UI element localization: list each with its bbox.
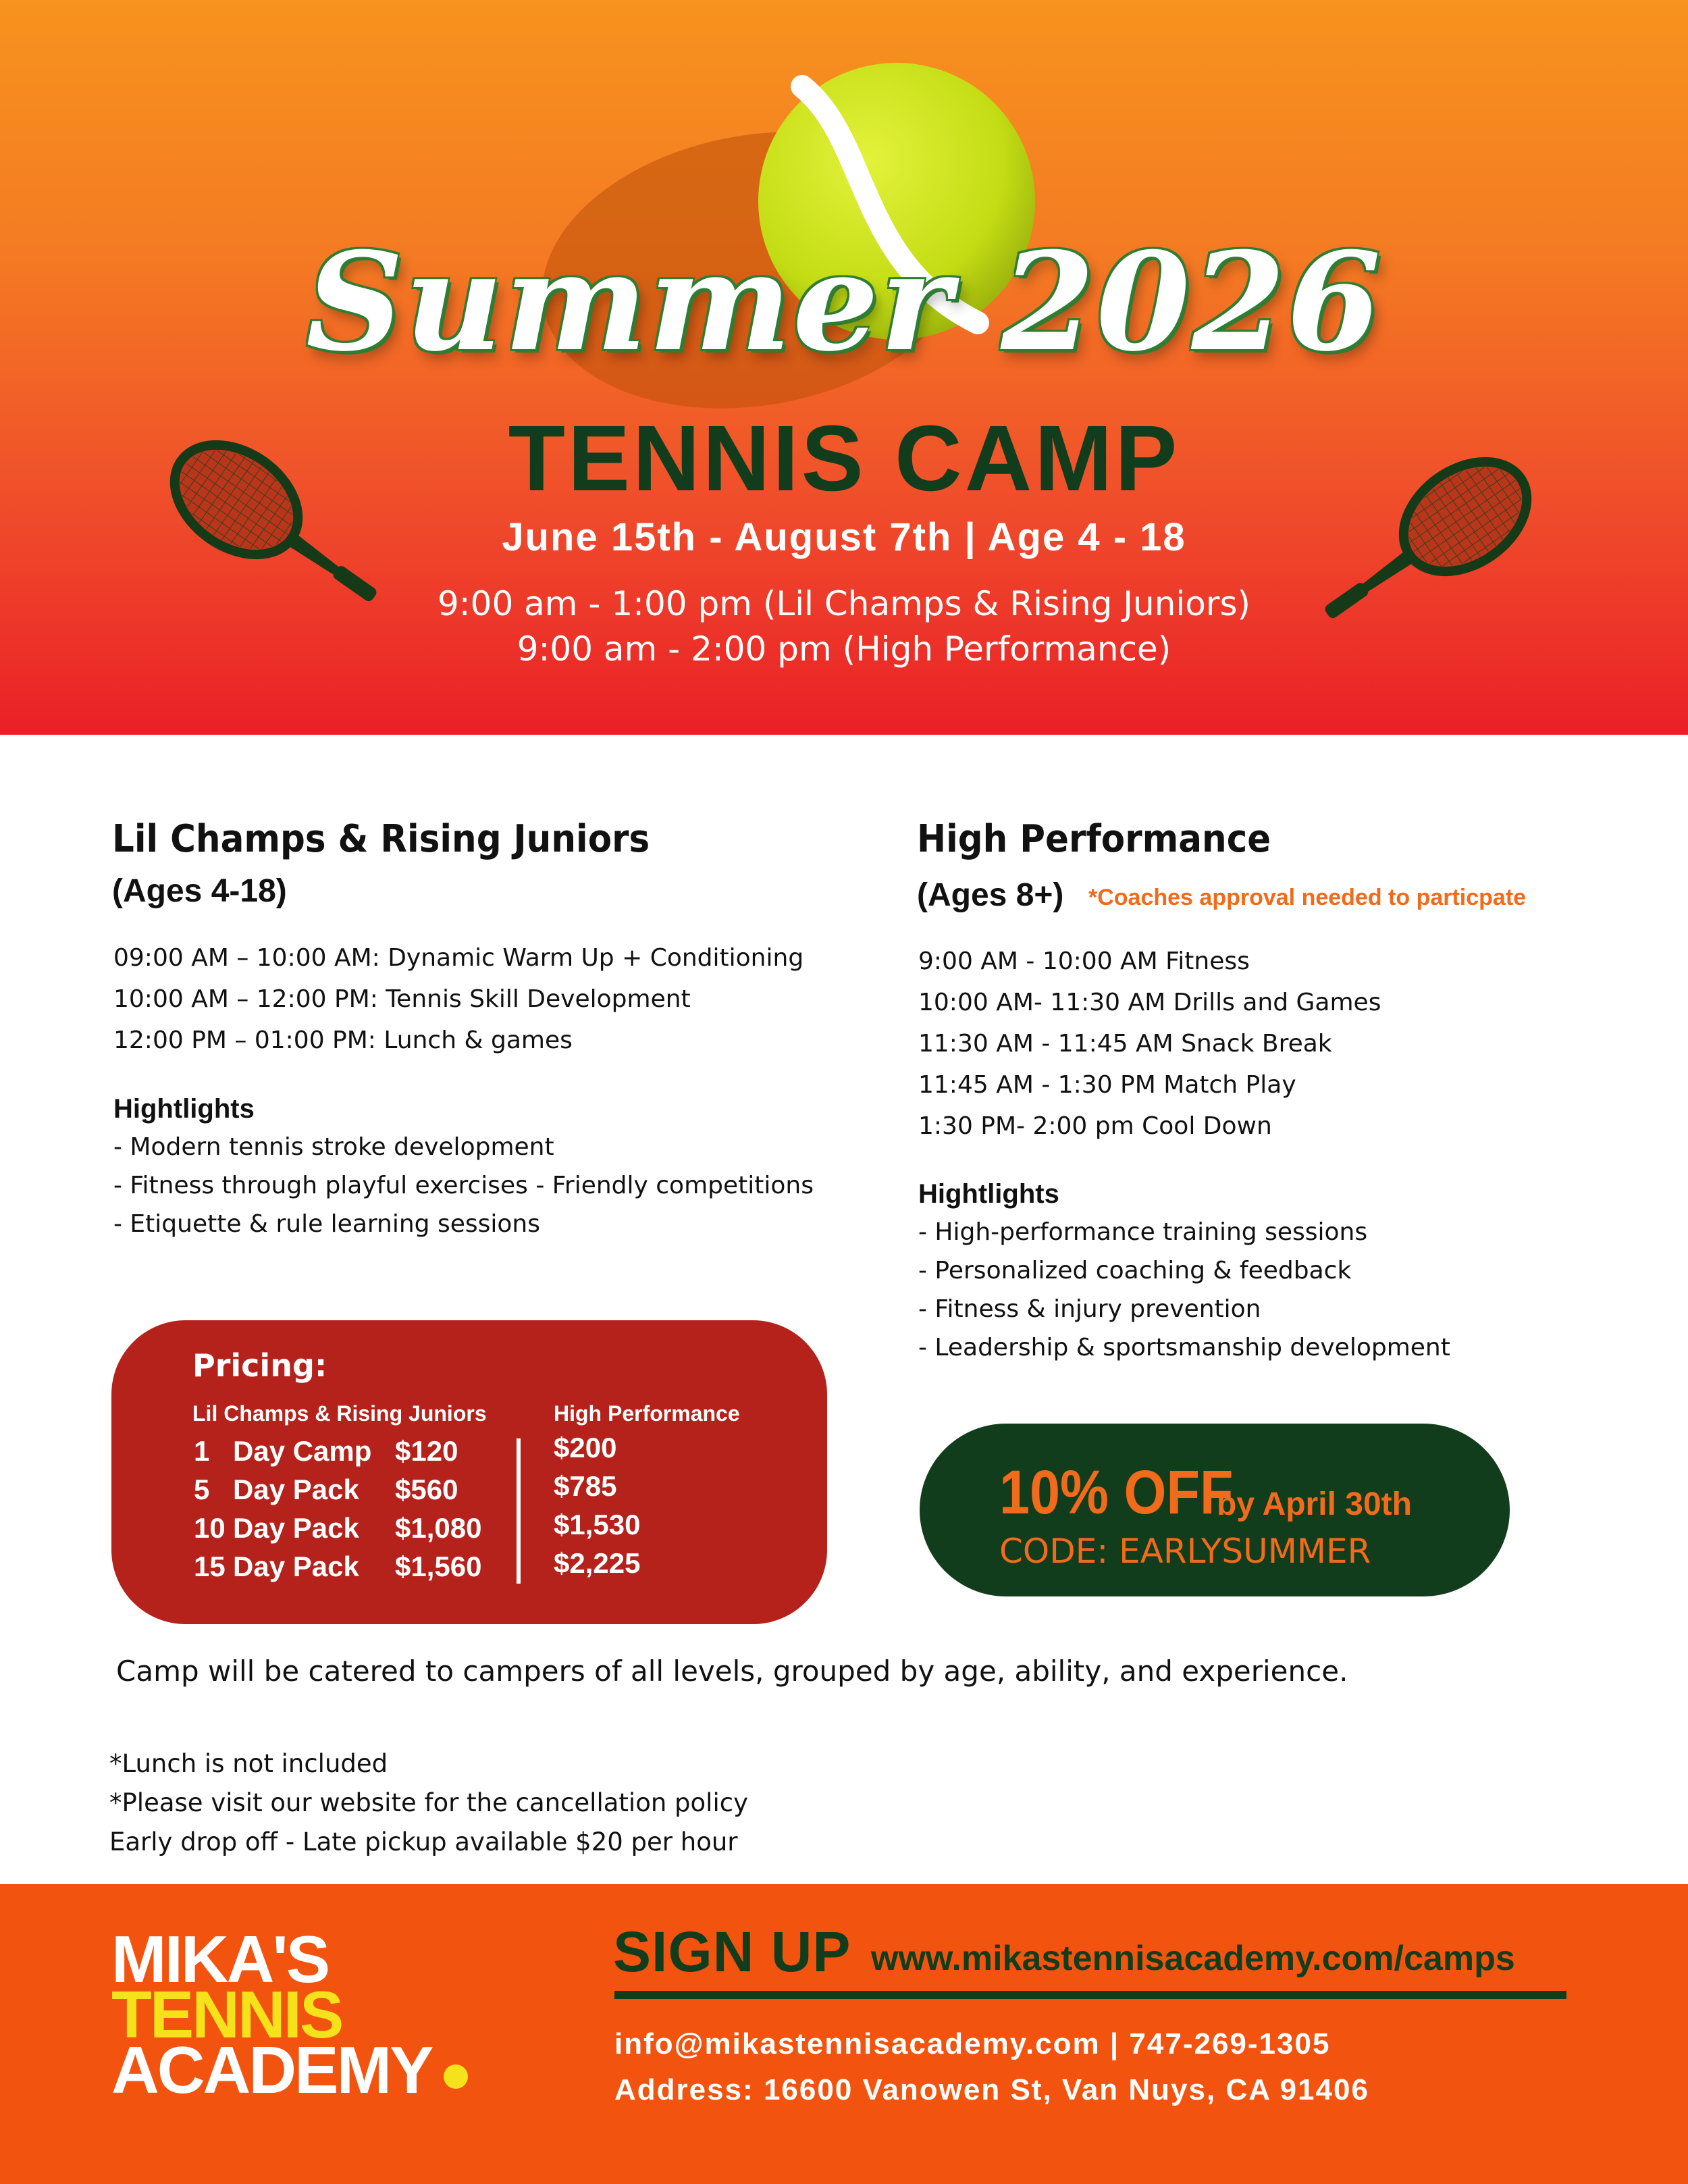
address: Address: 16600 Vanowen St, Van Nuys, CA 91406 bbox=[614, 2073, 1369, 2106]
discount-amount: 10% OFF bbox=[999, 1458, 1234, 1527]
tennis-racket-icon bbox=[1303, 449, 1539, 631]
pricing-col-lil: Lil Champs & Rising Juniors bbox=[192, 1401, 487, 1426]
highlight-item: - Personalized coaching & feedback bbox=[918, 1257, 1352, 1284]
cancellation-note: *Please visit our website for the cancellation policy bbox=[109, 1788, 748, 1817]
title-script: Summer 2026 bbox=[306, 223, 1382, 382]
schedule-item: 11:30 AM - 11:45 AM Snack Break bbox=[918, 1030, 1332, 1058]
discount-deadline: by April 30th bbox=[1217, 1486, 1412, 1522]
pricing-hp-price: $200 bbox=[554, 1432, 617, 1463]
pricing-qty: 5 bbox=[194, 1474, 210, 1505]
schedule-item: 12:00 PM – 01:00 PM: Lunch & games bbox=[113, 1026, 573, 1054]
pricing-qty: 10 bbox=[194, 1512, 226, 1544]
highlight-item: - Etiquette & rule learning sessions bbox=[113, 1210, 540, 1238]
coach-approval-note: *Coaches approval needed to particpate bbox=[1088, 885, 1527, 910]
schedule-item: 10:00 AM – 12:00 PM: Tennis Skill Development bbox=[113, 985, 691, 1013]
high-performance-ages: (Ages 8+) bbox=[917, 877, 1064, 913]
dates-line: June 15th - August 7th | Age 4 - 18 bbox=[502, 515, 1186, 559]
contact-info[interactable]: info@mikastennisacademy.com | 747-269-1305 bbox=[614, 2027, 1331, 2060]
lunch-note: *Lunch is not included bbox=[109, 1749, 388, 1778]
schedule-item: 11:45 AM - 1:30 PM Match Play bbox=[918, 1071, 1296, 1099]
pricing-qty: 15 bbox=[194, 1551, 226, 1582]
pricing-label: Day Pack bbox=[233, 1512, 359, 1544]
pricing-qty: 1 bbox=[194, 1435, 210, 1467]
catered-note: Camp will be catered to campers of all levels, grouped by age, ability, and experience. bbox=[116, 1655, 1348, 1688]
footer-divider bbox=[614, 1991, 1566, 1999]
hero-banner bbox=[0, 0, 1688, 735]
schedule-item: 09:00 AM – 10:00 AM: Dynamic Warm Up + Conditioning bbox=[113, 944, 804, 972]
highlight-item: - Leadership & sportsmanship development bbox=[918, 1334, 1450, 1361]
pricing-title: Pricing: bbox=[192, 1347, 327, 1384]
highlight-item: - Fitness through playful exercises - Friendly competitions bbox=[113, 1172, 814, 1199]
pricing-hp-price: $1,530 bbox=[554, 1509, 641, 1540]
lil-champs-title: Lil Champs & Rising Juniors bbox=[112, 817, 650, 861]
hours-line-1: 9:00 am - 1:00 pm (Lil Champs & Rising Juniors) bbox=[437, 584, 1251, 623]
pricing-lil-price: $1,560 bbox=[395, 1551, 482, 1582]
highlights-heading: Hightlights bbox=[918, 1179, 1059, 1209]
signup-url-link[interactable]: www.mikastennisacademy.com/camps bbox=[871, 1939, 1515, 1978]
pricing-lil-price: $1,080 bbox=[395, 1512, 482, 1544]
schedule-item: 1:30 PM- 2:00 pm Cool Down bbox=[918, 1112, 1272, 1140]
logo-line-3: ACADEMY bbox=[111, 2033, 432, 2107]
tennis-racket-icon bbox=[162, 432, 392, 615]
logo-line-1: MIKA'S bbox=[111, 1922, 329, 1996]
pricing-col-hp: High Performance bbox=[554, 1401, 740, 1426]
pricing-divider bbox=[517, 1438, 521, 1584]
dropoff-note: Early drop off - Late pickup available $20 per hour bbox=[109, 1827, 738, 1856]
schedule-item: 9:00 AM - 10:00 AM Fitness bbox=[918, 947, 1250, 975]
signup-heading: SIGN UP bbox=[613, 1920, 851, 1983]
lil-champs-ages: (Ages 4-18) bbox=[112, 873, 287, 909]
pricing-label: Day Camp bbox=[233, 1435, 372, 1467]
pricing-hp-price: $785 bbox=[554, 1470, 617, 1502]
pricing-label: Day Pack bbox=[233, 1551, 359, 1582]
logo-line-2: TENNIS bbox=[111, 1977, 342, 2052]
logo-ball-icon bbox=[442, 2063, 469, 2090]
pricing-panel bbox=[111, 1320, 827, 1624]
highlight-item: - Fitness & injury prevention bbox=[918, 1295, 1261, 1323]
title-main: TENNIS CAMP bbox=[508, 407, 1180, 511]
pricing-lil-price: $120 bbox=[395, 1435, 458, 1467]
pricing-hp-price: $2,225 bbox=[554, 1547, 641, 1579]
pricing-label: Day Pack bbox=[233, 1474, 359, 1505]
footer bbox=[0, 1884, 1688, 2184]
highlights-heading: Hightlights bbox=[113, 1094, 255, 1124]
discount-code: CODE: EARLYSUMMER bbox=[999, 1532, 1371, 1571]
hours-line-2: 9:00 am - 2:00 pm (High Performance) bbox=[517, 629, 1171, 669]
discount-badge bbox=[920, 1424, 1510, 1596]
schedule-item: 10:00 AM- 11:30 AM Drills and Games bbox=[918, 989, 1381, 1016]
high-performance-title: High Performance bbox=[917, 817, 1271, 861]
highlight-item: - Modern tennis stroke development bbox=[113, 1133, 554, 1161]
highlight-item: - High-performance training sessions bbox=[918, 1218, 1368, 1246]
pricing-lil-price: $560 bbox=[395, 1474, 458, 1505]
